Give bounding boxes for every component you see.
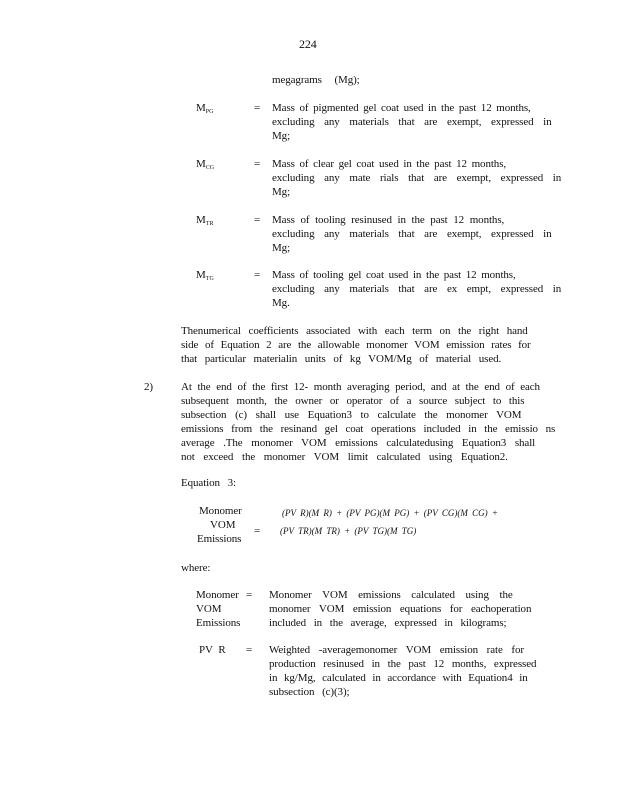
definition-line: Mass of tooling resinused in the past 12 months,: [272, 214, 505, 226]
continuation-text: megagrams (Mg);: [272, 74, 360, 86]
definition-line: Mg;: [272, 130, 291, 142]
symbol-m-cg: $M_{CG}$: [196, 158, 215, 171]
symbol-m-pg: $M_{PG}$: [196, 102, 214, 115]
symbol-m-tg: $M_{TG}$: [196, 269, 214, 282]
item-number: 2): [144, 381, 153, 393]
equals-sign: =: [246, 589, 253, 601]
item2-line: At the end of the first 12- month averaging period, and at the end of each: [181, 381, 540, 393]
definition-line: Mass of tooling gel coat used in the past 12 months,: [272, 269, 516, 281]
definition-line: in kg/Mg, calculated in accordance with Equation4 in: [269, 672, 528, 684]
term-label: PV R: [199, 644, 226, 656]
equation-lhs: Emissions: [197, 533, 242, 545]
equals-sign: =: [254, 102, 261, 114]
definition-line: Mg;: [272, 186, 291, 198]
definition-line: excluding any materials that are exempt, expressed in: [272, 116, 552, 128]
term-label: Monomer: [196, 589, 239, 601]
definition-line: excluding any materials that are ex empt, expressed in: [272, 283, 562, 295]
equals-sign: =: [254, 158, 261, 170]
equation-line-1: (PV R)(M R) + (PV PG)(M PG) + (PV CG)(M CG) +: [282, 508, 498, 518]
definition-line: subsection (c)(3);: [269, 686, 350, 698]
item2-line: emissions from the resinand gel coat operations included in the emissio ns: [181, 423, 556, 435]
symbol-m-tr: $M_{TR}$: [196, 214, 214, 227]
item2-line: subsection (c) shall use Equation3 to calculate the monomer VOM: [181, 409, 522, 421]
item2-line: subsequent month, the owner or operator of a source subject to this: [181, 395, 525, 407]
definition-line: Mg;: [272, 242, 291, 254]
definition-line: Weighted -averagemonomer VOM emission rate for: [269, 644, 524, 656]
item2-line: average .The monomer VOM emissions calculatedusing Equation3 shall: [181, 437, 536, 449]
equals-sign: =: [254, 214, 261, 226]
definition-line: excluding any materials that are exempt, expressed in: [272, 228, 552, 240]
definition-line: Mass of clear gel coat used in the past 12 months,: [272, 158, 507, 170]
equals-sign: =: [246, 644, 253, 656]
coeff-paragraph-line: side of Equation 2 are the allowable monomer VOM emission rates for: [181, 339, 531, 351]
equation-label: Equation 3:: [181, 477, 236, 489]
definition-line: excluding any mate rials that are exempt, expressed in: [272, 172, 562, 184]
equation-line-2: (PV TR)(M TR) + (PV TG)(M TG): [280, 526, 417, 536]
definition-line: Monomer VOM emissions calculated using the: [269, 589, 513, 601]
equation-lhs: Monomer: [199, 505, 242, 517]
coeff-paragraph-line: that particular materialin units of kg VOM/Mg of material used.: [181, 353, 502, 365]
equals-sign: =: [254, 525, 261, 537]
term-label: Emissions: [196, 617, 241, 629]
equals-sign: =: [254, 269, 261, 281]
where-label: where:: [181, 562, 211, 574]
page-number: 224: [299, 37, 317, 51]
term-label: VOM: [196, 603, 222, 615]
definition-line: monomer VOM emission equations for eachoperation: [269, 603, 532, 615]
definition-line: included in the average, expressed in kilograms;: [269, 617, 507, 629]
coeff-paragraph-line: Thenumerical coefficients associated with each term on the right hand: [181, 325, 528, 337]
definition-line: production resinused in the past 12 months, expressed: [269, 658, 537, 670]
item2-line: not exceed the monomer VOM limit calculated using Equation2.: [181, 451, 508, 463]
definition-line: Mass of pigmented gel coat used in the past 12 months,: [272, 102, 531, 114]
equation-lhs: VOM: [210, 519, 236, 531]
definition-line: Mg.: [272, 297, 290, 309]
